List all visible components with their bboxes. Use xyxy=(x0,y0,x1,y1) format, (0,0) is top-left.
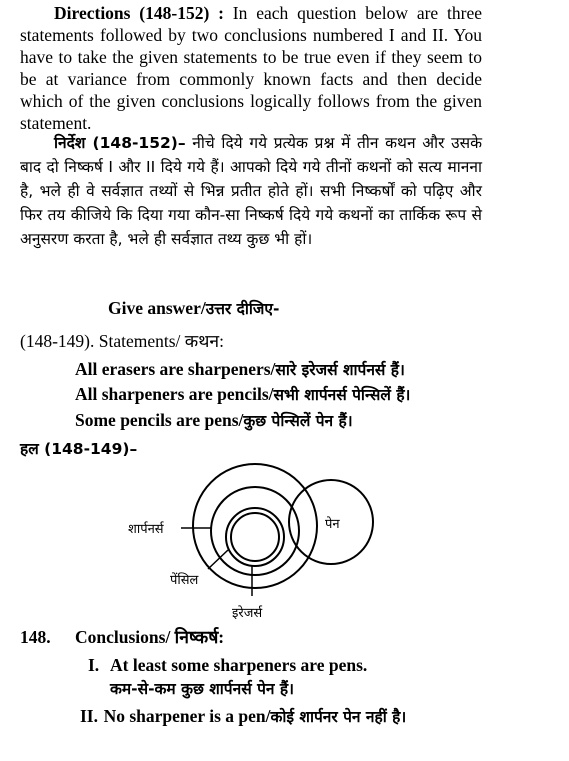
statement-2-en: All sharpeners are pencils/ xyxy=(75,384,274,404)
directions-text: In each question below are three statements followed by two conclusions numbered I and II. You have to take the given statements to be true even if they seem to be at variance from commonly known facts and then decide which of the given conclusions logically follows from the given statement. xyxy=(20,3,483,133)
conclusion-2-en: No sharpener is a pen/ xyxy=(103,706,271,726)
conclusion-1-num: I. xyxy=(88,655,100,675)
venn-diagram xyxy=(0,462,569,632)
statement-1 xyxy=(75,358,405,382)
conclusion-2 xyxy=(80,705,406,729)
erasers-inner-circle xyxy=(231,513,279,561)
question-148 xyxy=(20,626,51,648)
question-number: 148. xyxy=(20,627,51,647)
statement-3-hi: कुछ पेन्सिलें पेन हैं। xyxy=(243,412,353,430)
give-answer-hi: उत्तर दीजिए- xyxy=(205,300,280,318)
statement-2-hi: सभी शार्पनर्स पेन्सिलें हैं। xyxy=(273,386,411,404)
sharpeners-label: शार्पनर्स xyxy=(128,522,164,537)
directions-english xyxy=(20,2,482,134)
pencil-label: पेंसिल xyxy=(170,573,199,588)
statement-3 xyxy=(75,409,353,433)
statement-1-hi: सारे इरेजर्स शार्पनर्स हैं। xyxy=(275,361,405,379)
directions-hindi xyxy=(20,131,482,251)
directions-hindi-label: निर्देश (148-152)– xyxy=(54,134,186,152)
erasers-circle xyxy=(226,508,284,566)
directions-hindi-text: नीचे दिये गये प्रत्येक प्रश्न में तीन कथन और उसके बाद दो निष्कर्ष I और II दिये गये हैं। आपको दिये गये तीनों कथनों को सत्य मानना है, भले ही वे सर्वज्ञात तथ्यों से भिन्न प्रतीत होते हों। सभी निष्कर्षों को पढ़िए और फिर तय कीजिये कि दिया गया कौन-सा निष्कर्ष दिये गये कथनों का तार्किक रूप से अनुसरण करता है, भले ही सर्वज्ञात तथ्य कुछ भी हों। xyxy=(20,134,482,248)
give-answer-en: Give answer/ xyxy=(108,298,206,318)
directions-label: Directions (148-152) : xyxy=(54,3,224,23)
pencil-pointer xyxy=(208,550,228,569)
erasers-label: इरेजर्स xyxy=(232,606,263,621)
statements-heading: (148-149). Statements/ कथन: xyxy=(20,331,224,351)
conclusion-1-hi: कम-से-कम कुछ शार्पनर्स पेन हैं। xyxy=(110,680,294,698)
conclusion-2-hi: कोई शार्पनर पेन नहीं है। xyxy=(270,708,407,726)
give-answer xyxy=(108,297,279,321)
statement-2 xyxy=(75,383,410,407)
solution-heading: हल (148-149)– xyxy=(20,440,138,458)
conclusion-2-num: II. xyxy=(80,706,98,726)
statement-1-en: All erasers are sharpeners/ xyxy=(75,359,276,379)
pen-label: पेन xyxy=(325,517,340,532)
conclusions-heading: Conclusions/ निष्कर्ष: xyxy=(75,627,225,647)
conclusion-1-en: At least some sharpeners are pens. xyxy=(110,655,368,675)
statement-3-en: Some pencils are pens/ xyxy=(75,410,244,430)
